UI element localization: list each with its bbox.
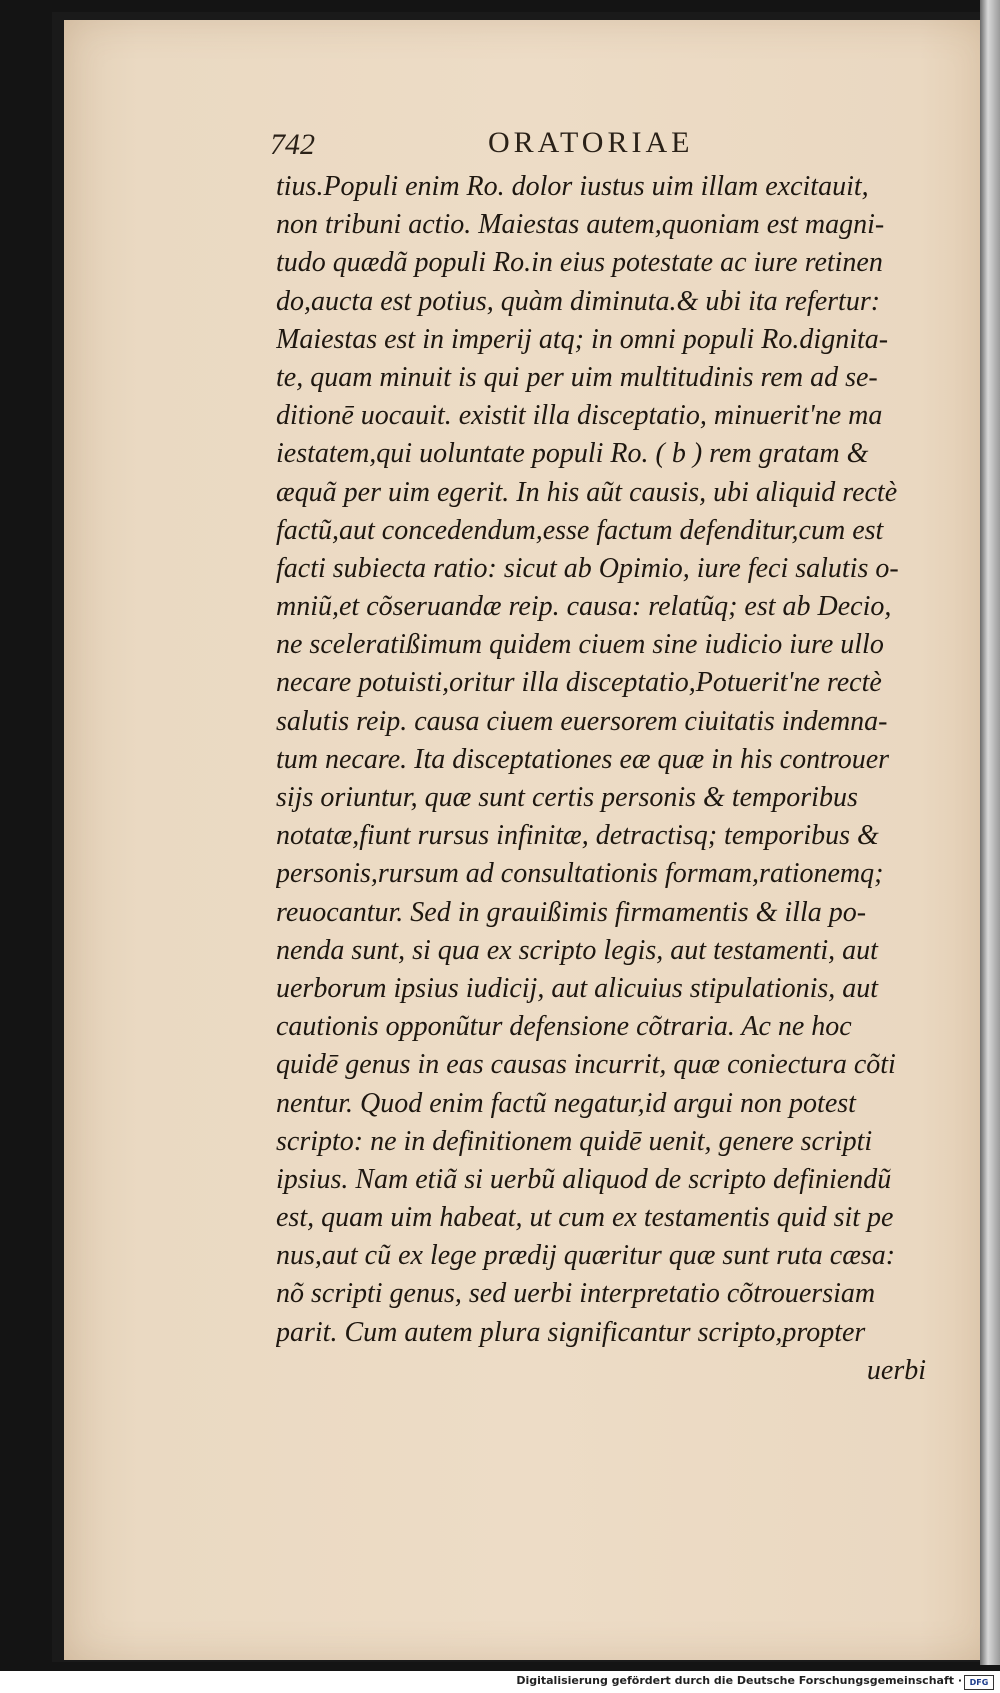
text-line: nus,aut cũ ex lege prædij quæritur quæ sunt ruta cæsa: <box>276 1240 896 1272</box>
text-line: sijs oriuntur, quæ sunt certis personis & temporibus <box>276 782 858 813</box>
dfg-logo: DFG <box>964 1675 994 1690</box>
text-line: notatæ,fiunt rursus infinitæ, detractisq; temporibus & <box>276 820 879 852</box>
text-line: facti subiecta ratio: sicut ab Opimio, iure feci salutis o- <box>276 552 899 584</box>
catchword: uerbi <box>866 1354 926 1386</box>
text-line: est, quam uim habeat, ut cum ex testamentis quid sit pe <box>276 1202 894 1234</box>
text-line: nenda sunt, si qua ex scripto legis, aut testamenti, aut <box>276 934 878 966</box>
running-title: ORATORIAE <box>488 126 694 159</box>
body-text <box>276 168 926 1390</box>
text-line: personis,rursum ad consultationis formam,rationemq; <box>276 858 884 890</box>
page-number: 742 <box>270 128 315 161</box>
text-line: iestatem,qui uoluntate populi Ro. ( b ) rem gratam & <box>276 438 869 470</box>
text-line: ne sceleratißimum quidem ciuem sine iudicio iure ullo <box>276 629 884 661</box>
text-line: scripto: ne in definitionem quidē uenit, genere scripti <box>276 1125 873 1157</box>
text-line: nõ scripti genus, sed uerbi interpretatio cõtrouersiam <box>276 1278 876 1310</box>
text-line: reuocantur. Sed in grauißimis firmamentis & illa po- <box>276 896 867 928</box>
funding-notice: Digitalisierung gefördert durch die Deutsche Forschungsgemeinschaft · <box>516 1674 962 1687</box>
text-line: ipsius. Nam etiã si uerbũ aliquod de scripto definiendũ <box>276 1163 892 1195</box>
text-line: te, quam minuit is qui per uim multitudinis rem ad se- <box>276 361 878 393</box>
text-line: tius.Populi enim Ro. dolor iustus uim illam excitauit, <box>276 171 869 202</box>
text-line: Maiestas est in imperij atq; in omni populi Ro.dignita- <box>276 323 889 355</box>
text-line: factũ,aut concedendum,esse factum defenditur,cum est <box>276 514 884 546</box>
text-line: cautionis opponũtur defensione cõtraria. Ac ne hoc <box>276 1011 852 1043</box>
text-line: æquã per uim egerit. In his aũt causis, ubi aliquid rectè <box>276 476 898 508</box>
text-line: tudo quædã populi Ro.in eius potestate ac iure retinen <box>276 247 883 279</box>
text-line: salutis reip. causa ciuem euersorem ciuitatis indemna- <box>276 705 888 737</box>
page-edge <box>980 0 1000 1665</box>
running-head <box>270 118 930 162</box>
text-line: parit. Cum autem plura significantur scripto,propter <box>276 1316 866 1348</box>
text-line: non tribuni actio. Maiestas autem,quoniam est magni- <box>276 209 885 241</box>
text-line: necare potuisti,oritur illa disceptatio,Potuerit'ne rectè <box>276 667 882 699</box>
text-line: ditionē uocauit. existit illa disceptatio, minuerit'ne ma <box>276 400 883 432</box>
text-line: mniũ,et cõseruandæ reip. causa: relatũq; est ab Decio, <box>276 591 892 623</box>
text-line: tum necare. Ita disceptationes eæ quæ in his controuer <box>276 743 890 775</box>
text-line: do,aucta est potius, quàm diminuta.& ubi ita refertur: <box>276 285 881 317</box>
text-line: uerborum ipsius iudicij, aut alicuius stipulationis, aut <box>276 972 879 1004</box>
footer-bar <box>0 1671 1000 1693</box>
text-line: quidē genus in eas causas incurrit, quæ coniectura cõti <box>276 1049 896 1081</box>
text-line: nentur. Quod enim factũ negatur,id argui non potest <box>276 1087 856 1119</box>
